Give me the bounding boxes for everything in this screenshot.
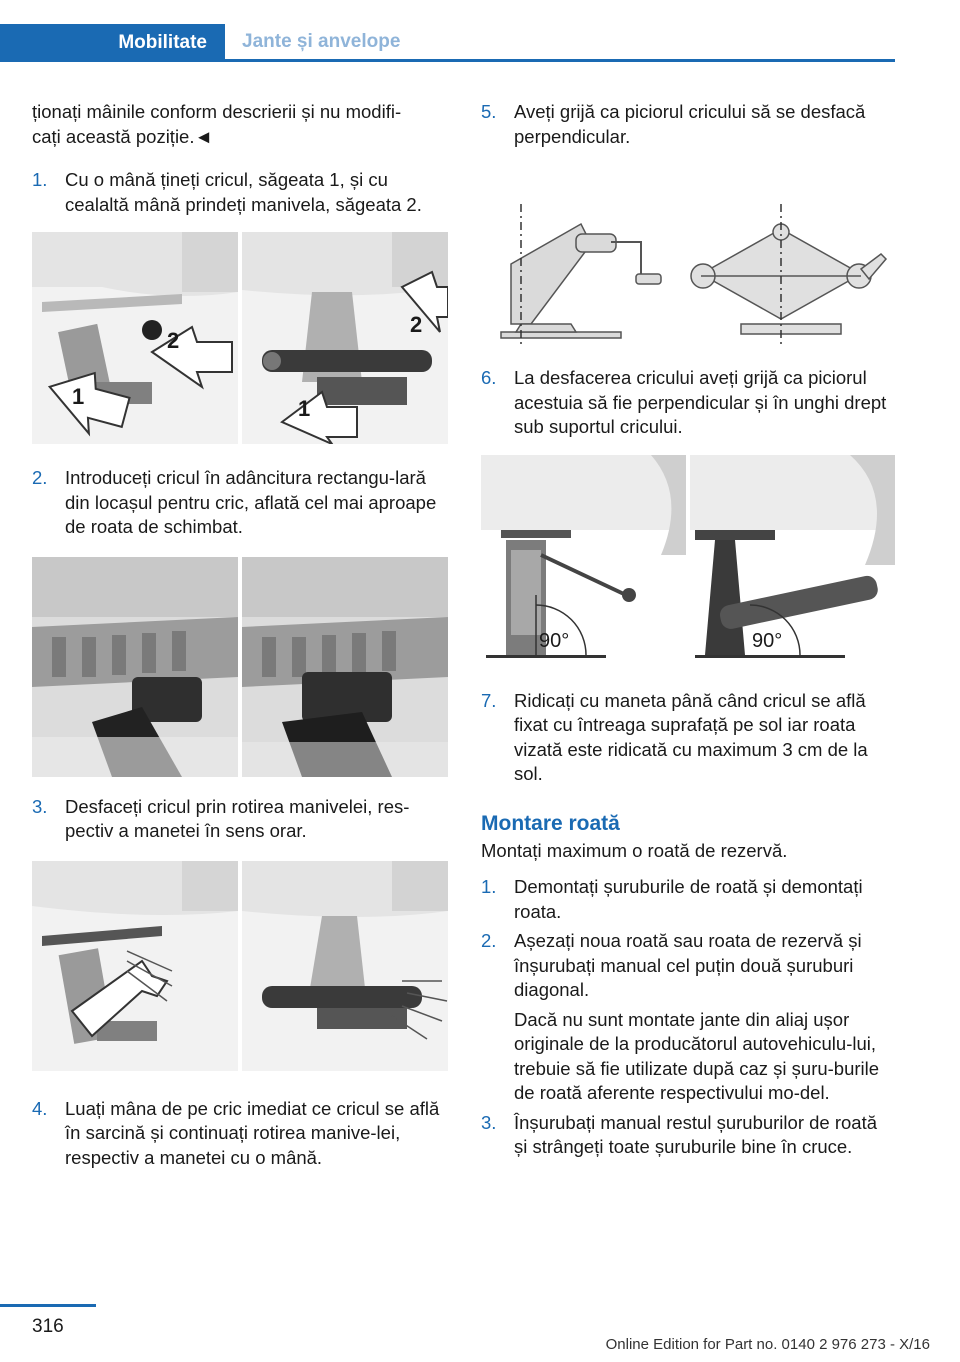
step-number: 3. xyxy=(32,795,48,817)
step-4 xyxy=(32,1097,448,1171)
figure-panel xyxy=(242,861,448,1071)
section-title: Montare roată xyxy=(481,811,620,835)
header-rule xyxy=(0,59,895,62)
figure-panel xyxy=(242,232,448,444)
edition-text: Online Edition for Part no. 0140 2 976 273 - X/16 xyxy=(605,1336,930,1353)
step-6 xyxy=(481,366,895,440)
figure-panel xyxy=(32,232,238,444)
mount-step-3 xyxy=(481,1111,895,1160)
mount-step-2 xyxy=(481,929,895,1003)
step-text: Desfaceți cricul prin rotirea manivelei, res-pectiv a manetei în sens orar. xyxy=(65,795,410,841)
figure-jack-90deg xyxy=(481,455,895,667)
mount-note: Dacă nu sunt montate jante din aliaj ușor originale de la producătorul autovehiculu-lui, trebuie să fie utilizate după caz și șuru-burile de roată aferente respectivului mo-del. xyxy=(514,1008,880,1103)
step-number: 7. xyxy=(481,689,497,711)
step-1 xyxy=(32,168,448,217)
figure-panel xyxy=(32,557,238,777)
intro-text: ționați mâinile conform descrierii și nu modifi- cați această poziție.◄ xyxy=(32,101,402,147)
angle-label: 90° xyxy=(539,629,570,652)
step-number: 1. xyxy=(481,876,497,897)
figure-panel xyxy=(242,557,448,777)
step-3 xyxy=(32,795,448,844)
figure-jack-hold xyxy=(32,232,448,444)
right-column xyxy=(481,100,895,1160)
mount-step-1 xyxy=(481,875,895,924)
step-5 xyxy=(481,100,895,149)
step-text: Introduceți cricul în adâncitura rectangu-lară din locașul pentru cric, aflată cel mai aproape de roata de schimbat. xyxy=(65,467,437,537)
step-7 xyxy=(481,689,895,787)
figure-jack-crank xyxy=(32,861,448,1071)
step-text: Luați mâna de pe cric imediat ce cricul se află în sarcină și continuați rotirea manive-lei, respectiv a manetei cu o mână. xyxy=(65,1097,440,1168)
header-tab-bar xyxy=(0,24,895,62)
step-number: 1. xyxy=(32,169,48,190)
step-number: 3. xyxy=(481,1111,497,1133)
step-2 xyxy=(32,466,448,540)
arrow-label-1: 1 xyxy=(298,396,311,421)
step-text: Ridicați cu maneta până când cricul se află fixat cu întreaga suprafață pe sol iar roata vizată este ridicată cu maximum 3 cm de la sol. xyxy=(514,689,868,784)
figure-jack-seated xyxy=(32,557,448,777)
page-number: 316 xyxy=(32,1316,64,1337)
step-number: 2. xyxy=(32,467,48,488)
figure-panel xyxy=(690,455,895,667)
step-text: Înșurubați manual restul șuruburilor de roată și strângeți toate șuruburile bine în cruce. xyxy=(514,1111,877,1157)
step-text: La desfacerea cricului aveți grijă ca piciorul acestuia să fie perpendicular și în unghi drept sub suportul cricului. xyxy=(514,367,887,437)
step-number: 2. xyxy=(481,930,497,951)
tab-mobilitate[interactable]: Mobilitate xyxy=(0,24,225,62)
step-text: Aveți grijă ca piciorul cricului să se desfacă perpendicular. xyxy=(514,101,866,147)
angle-label: 90° xyxy=(752,629,783,652)
section-intro: Montați maximum o roată de rezervă. xyxy=(481,839,788,861)
arrow-label-1: 1 xyxy=(72,384,85,409)
tab-jante-anvelope[interactable]: Jante și anvelope xyxy=(242,30,401,52)
step-text: Așezați noua roată sau roata de rezervă și înșurubați manual cel puțin două șuruburi diagonal. xyxy=(514,930,862,1000)
arrow-label-2: 2 xyxy=(410,312,423,337)
step-number: 4. xyxy=(32,1097,48,1119)
figure-jack-drawing xyxy=(481,204,895,344)
arrow-label-2: 2 xyxy=(167,328,180,353)
step-number: 5. xyxy=(481,101,497,122)
step-number: 6. xyxy=(481,367,497,388)
figure-panel xyxy=(32,861,238,1071)
left-column xyxy=(32,100,448,1170)
footer-rule xyxy=(0,1304,96,1307)
step-text: Cu o mână țineți cricul, săgeata 1, și cu cealaltă mână prindeți manivela, săgeata 2. xyxy=(65,169,422,215)
figure-panel xyxy=(481,455,686,667)
step-text: Demontați șuruburile de roată și demontați roata. xyxy=(514,876,863,922)
